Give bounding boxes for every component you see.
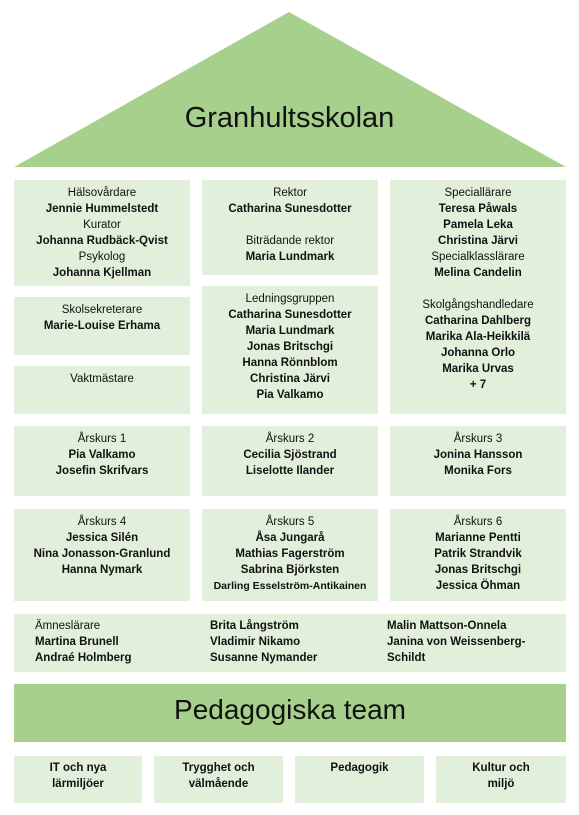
person-name: Johanna Rudbäck-Qvist [36, 235, 168, 247]
role-label: Kurator [83, 219, 121, 231]
person-name: Brita Långström [210, 620, 299, 632]
grade-5-box [202, 509, 378, 601]
person-name: Jessica Öhman [435, 580, 521, 592]
person-name: Marianne Pentti [435, 532, 521, 544]
person-name: Janina von Weissenberg- [387, 636, 526, 648]
subject-teachers-col-3 [387, 618, 525, 666]
person-name: Catharina Dahlberg [424, 315, 532, 327]
team-label: välmående [188, 778, 249, 790]
role-label: Rektor [273, 187, 307, 199]
person-name: Maria Lundmark [245, 251, 335, 263]
role-label: Skolsekreterare [61, 304, 143, 316]
team-label: Pedagogik [330, 762, 389, 774]
team-label: IT och nya [49, 762, 107, 774]
person-name: Mathias Fagerström [235, 548, 345, 560]
secretary-box [14, 297, 190, 355]
team-label: miljö [487, 778, 515, 790]
person-name: Hanna Nymark [61, 564, 143, 576]
person-name: Jonas Britschgi [246, 341, 334, 353]
janitor-box [14, 366, 190, 414]
person-name: Catharina Sunesdotter [228, 203, 352, 215]
person-name: Jonas Britschgi [434, 564, 522, 576]
person-name: Nina Jonasson-Granlund [33, 548, 171, 560]
role-label: Ämneslärare [35, 620, 101, 632]
person-name: Johanna Orlo [440, 347, 516, 359]
grade-label: Årskurs 3 [453, 433, 503, 445]
health-staff-box [14, 180, 190, 286]
grade-1-box [14, 426, 190, 496]
role-label: Specialklasslärare [431, 251, 525, 263]
team-label: lärmiljöer [52, 778, 104, 790]
special-education-box [390, 180, 566, 414]
principal-box [202, 180, 378, 275]
grade-6-box [390, 509, 566, 601]
person-name: Marie-Louise Erhama [43, 320, 161, 332]
role-label: Ledningsgruppen [245, 293, 335, 305]
grade-2-box [202, 426, 378, 496]
subject-teachers-box [14, 614, 566, 672]
person-name: Josefin Skrifvars [55, 465, 149, 477]
person-name: Pia Valkamo [256, 389, 324, 401]
person-name: Hanna Rönnblom [242, 357, 338, 369]
grade-3-box [390, 426, 566, 496]
subject-teachers-col-2 [210, 618, 317, 666]
page-title: Granhultsskolan [184, 102, 395, 134]
team-box-it [14, 756, 142, 803]
team-label: Kultur och [472, 762, 530, 774]
person-name: Teresa Påwals [438, 203, 518, 215]
person-name: Monika Fors [444, 465, 512, 477]
subject-teachers-col-1 [35, 618, 132, 666]
extra-count: + 7 [469, 379, 487, 391]
person-name: Susanne Nymander [210, 652, 318, 664]
person-name: Catharina Sunesdotter [228, 309, 352, 321]
pedagogical-teams-title: Pedagogiska team [14, 684, 566, 742]
person-name: Cecilia Sjöstrand [243, 449, 337, 461]
grade-label: Årskurs 2 [265, 433, 315, 445]
grade-label: Årskurs 1 [77, 433, 127, 445]
person-name: Christina Järvi [438, 235, 518, 247]
person-name: Darling Esselström-Antikainen [213, 580, 367, 592]
person-name: Melina Candelin [434, 267, 522, 279]
role-label: Speciallärare [444, 187, 512, 199]
person-name: Andraé Holmberg [35, 652, 132, 664]
person-name: Åsa Jungarå [255, 532, 325, 544]
person-name: Vladimir Nikamo [210, 636, 301, 648]
person-name: Jennie Hummelstedt [45, 203, 159, 215]
person-name: Sabrina Björksten [240, 564, 340, 576]
person-name: Schildt [387, 652, 426, 664]
person-name: Marika Ala-Heikkilä [425, 331, 531, 343]
person-name: Marika Urvas [442, 363, 514, 375]
person-name: Maria Lundmark [245, 325, 335, 337]
role-label: Skolgångshandledare [422, 299, 534, 311]
team-box-pedagogy [295, 756, 424, 803]
person-name: Liselotte Ilander [245, 465, 335, 477]
person-name: Jonina Hansson [433, 449, 523, 461]
person-name: Jessica Silén [65, 532, 139, 544]
person-name: Pamela Leka [443, 219, 513, 231]
role-label: Biträdande rektor [245, 235, 335, 247]
person-name: Martina Brunell [35, 636, 119, 648]
team-label: Trygghet och [182, 762, 255, 774]
person-name: Pia Valkamo [68, 449, 136, 461]
role-label: Hälsovårdare [67, 187, 137, 199]
management-group-box [202, 286, 378, 414]
roof-shape [0, 0, 579, 170]
person-name: Johanna Kjellman [52, 267, 152, 279]
grade-label: Årskurs 5 [265, 516, 315, 528]
role-label: Psykolog [78, 251, 126, 263]
role-label: Vaktmästare [70, 373, 134, 385]
team-box-culture [436, 756, 566, 803]
grade-label: Årskurs 6 [453, 516, 503, 528]
team-box-safety [154, 756, 283, 803]
grade-label: Årskurs 4 [77, 516, 127, 528]
person-name: Malin Mattson-Onnela [387, 620, 507, 632]
person-name: Patrik Strandvik [434, 548, 522, 560]
grade-4-box [14, 509, 190, 601]
person-name: Christina Järvi [250, 373, 330, 385]
